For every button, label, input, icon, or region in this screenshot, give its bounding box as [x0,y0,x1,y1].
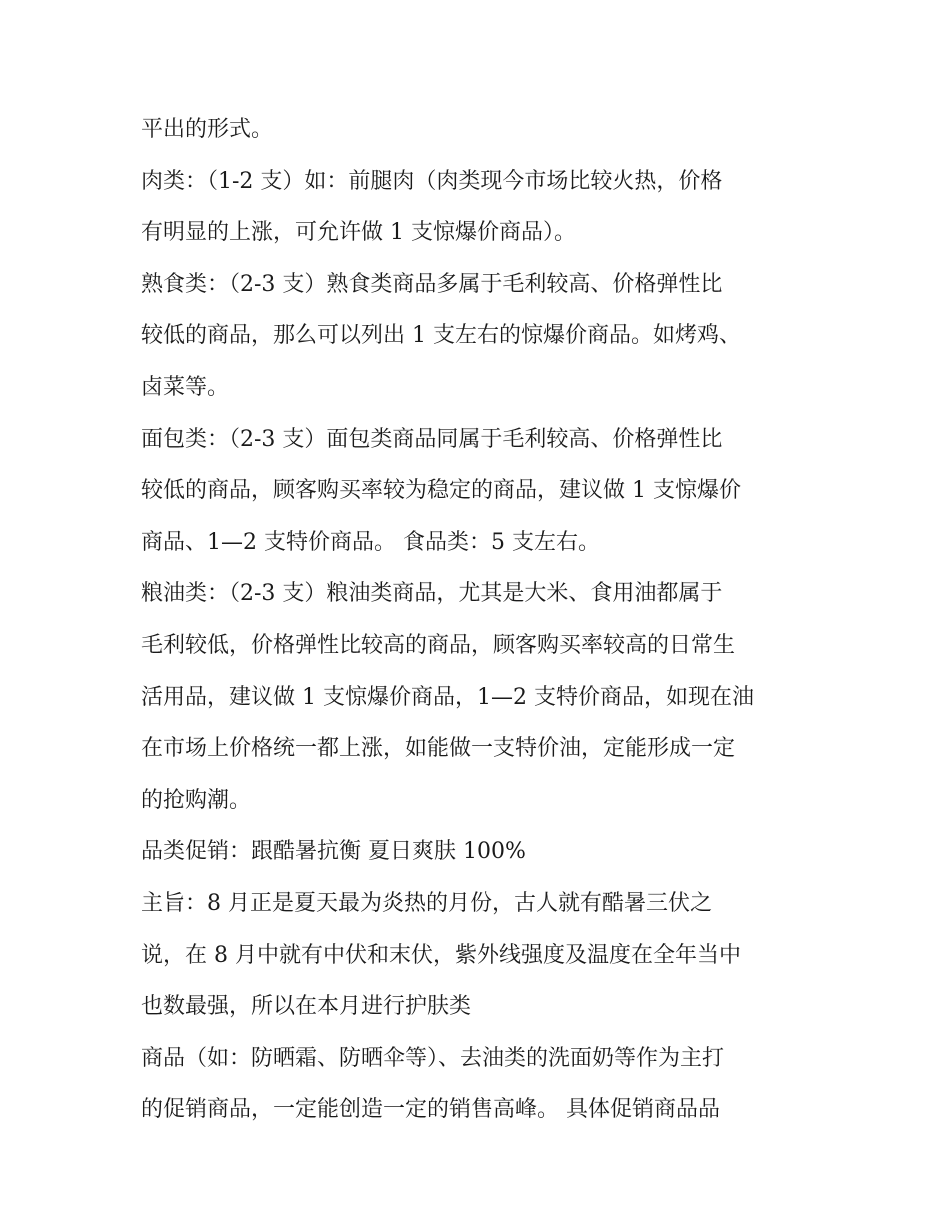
text-line: 粮油类：（2-3 支）粮油类商品，尤其是大米、食用油都属于 [141,581,723,607]
text-line: 商品（如：防晒霜、防晒伞等）、去油类的洗面奶等作为主打 [141,1045,725,1071]
text-line: 熟食类：（2-3 支）熟食类商品多属于毛利较高、价格弹性比 [141,271,723,297]
text-line: 较低的商品，顾客购买率较为稳定的商品，建议做 1 支惊爆价 [141,478,741,504]
text-line: 毛利较低，价格弹性比较高的商品，顾客购买率较高的日常生 [141,632,736,658]
text-line: 的促销商品，一定能创造一定的销售高峰。 具体促销商品品 [141,1097,720,1123]
text-line: 平出的形式。 [141,117,274,142]
text-line: 卤菜等。 [141,374,230,400]
section-heading: 品类促销：跟酷暑抗衡 夏日爽肤 100% [141,839,526,865]
text-line: 的抢购潮。 [141,787,252,813]
text-line: 说，在 8 月中就有中伏和末伏，紫外线强度及温度在全年当中 [141,942,741,968]
text-line: 商品、1—2 支特价商品。 食品类：5 支左右。 [141,529,600,555]
text-line: 较低的商品，那么可以列出 1 支左右的惊爆价商品。如烤鸡、 [141,323,741,349]
text-line: 活用品，建议做 1 支惊爆价商品，1—2 支特价商品，如现在油 [141,684,754,710]
text-line: 有明显的上涨，可允许做 1 支惊爆价商品）。 [141,220,576,246]
text-line: 肉类：（1-2 支）如：前腿肉（肉类现今市场比较火热，价格 [141,168,723,194]
text-line: 也数最强，所以在本月进行护肤类 [141,994,472,1020]
text-line: 主旨：8 月正是夏天最为炎热的月份，古人就有酷暑三伏之 [141,890,712,916]
document-body [141,107,813,1139]
text-line: 在市场上价格统一都上涨，如能做一支特价油，定能形成一定 [141,736,736,762]
text-line: 面包类：（2-3 支）面包类商品同属于毛利较高、价格弹性比 [141,426,723,452]
